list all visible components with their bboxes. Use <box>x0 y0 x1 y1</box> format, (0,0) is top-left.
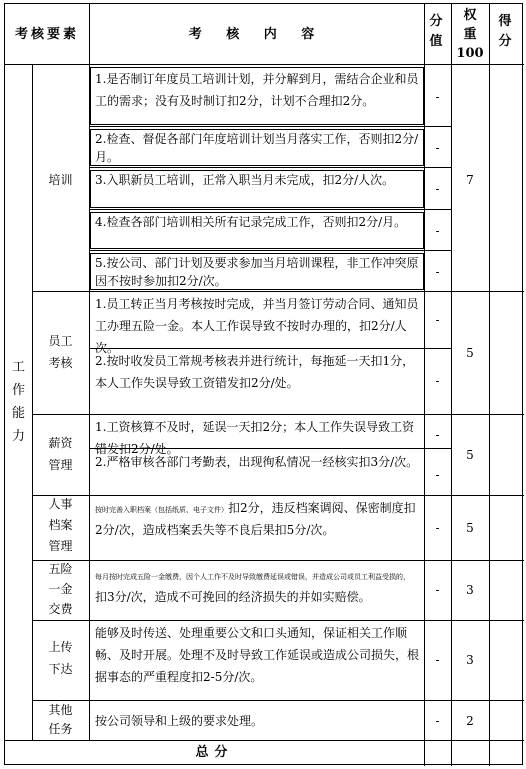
training-value-4: - <box>435 224 440 238</box>
other-bottom-line <box>5 740 524 741</box>
training-item-sep <box>89 250 451 251</box>
assessment-item-2: 2.按时收发员工常规考核表并进行统计，每拖延一天扣1分，本人工作失误导致工资错发扣2分/处。 <box>95 354 415 390</box>
assessment-value-2: - <box>435 374 440 388</box>
training-item-sep <box>89 209 451 210</box>
other-label: 其他 任务 <box>48 703 73 736</box>
training-label: 培训 <box>48 173 73 187</box>
archive-bottom-line <box>32 560 524 561</box>
assessment-table <box>4 3 523 765</box>
assessment-label: 员工 考核 <box>48 334 73 370</box>
insurance-small-text: 每月按时完成五险一金缴费，因个人工作不及时导致缴费延误或错误，并造成公司或员工利益受损的， <box>95 573 410 581</box>
training-bottom-line <box>32 291 424 292</box>
training-item-sep <box>89 167 451 168</box>
insurance-value: - <box>435 583 440 597</box>
training-item-2: 2.检查、督促各部门年度培训计划当月落实工作，否则扣2分/月。 <box>95 132 419 164</box>
archive-value: - <box>435 521 440 535</box>
insurance-weight: 3 <box>466 583 474 597</box>
insurance-text: 扣3分/次，造成不可挽回的经济损失的并如实赔偿。 <box>95 590 371 604</box>
category-label: 工 作 能 力 <box>11 360 25 444</box>
header-score: 得 分 <box>498 14 515 49</box>
salary-weight: 5 <box>466 448 474 462</box>
salary-value-2: - <box>435 468 440 482</box>
salary-label: 薪资 管理 <box>48 436 73 472</box>
header-bottom-line <box>5 64 524 65</box>
insurance-content <box>95 564 420 608</box>
training-weight: 7 <box>466 173 474 187</box>
training-value-5: - <box>435 265 440 279</box>
assessment-item-1: 1.员工转正当月考核按时完成，并当月签订劳动合同、通知员工办理五险一金。本人工作误导致不按时办理的，扣2分/人次。 <box>95 297 419 355</box>
assessment-bottom-line <box>32 414 524 415</box>
assessment-value-1: - <box>435 313 440 327</box>
salary-bottom-line <box>32 495 524 496</box>
training-item-4: 4.检查各部门培训相关所有记录完成工作，否则扣2分/月。 <box>95 215 407 229</box>
total-label: 总分 <box>195 745 234 760</box>
training-bottom-line-right <box>424 291 524 292</box>
insurance-bottom-line <box>32 620 524 621</box>
assessment-weight: 5 <box>466 346 474 360</box>
salary-item-1: 1.工资核算不及时，延误一天扣2分；本人工作失误导致工资错发扣2分/处。 <box>95 420 415 456</box>
communication-bottom-line <box>32 700 524 701</box>
training-item-5: 5.按公司、部门计划及要求参加当月培训课程，非工作冲突原因不按时参加扣2分/次。 <box>95 256 419 288</box>
other-text: 按公司领导和上级的要求处理。 <box>95 714 264 728</box>
training-value-2: - <box>435 141 440 155</box>
communication-value: - <box>435 653 440 667</box>
training-item-3: 3.入职新员工培训，正常入职当月未完成，扣2分/人次。 <box>95 173 395 187</box>
training-item-1: 1.是否制订年度员工培训计划，并分解到月，需结合企业和员工的需求；没有及时制订扣2分，计划不合理扣2分。 <box>95 72 419 108</box>
training-value-3: - <box>435 182 440 196</box>
archive-small-text: 按时完善入职档案（包括纸质、电子文件） <box>95 506 228 514</box>
archive-text: 扣2分，违反档案调阅、保密制度扣2分/次，造成档案丢失等不良后果扣5分/次。 <box>95 501 416 537</box>
header-weight: 权 重 100 <box>456 8 484 61</box>
salary-item-2: 2.严格审核各部门考勤表，出现徇私情况一经核实扣3分/次。 <box>95 455 419 469</box>
archive-label: 人事 档案 管理 <box>48 497 73 553</box>
salary-value-1: - <box>435 428 440 442</box>
archive-content <box>95 497 420 541</box>
header-score-value: 分 值 <box>429 14 446 49</box>
other-value: - <box>435 714 440 728</box>
communication-label: 上传 下达 <box>48 640 73 676</box>
header-content: 考 核 内 容 <box>188 27 325 42</box>
col-divider-score <box>489 4 490 766</box>
other-weight: 2 <box>466 714 474 728</box>
training-item-sep <box>89 126 451 127</box>
communication-text: 能够及时传送、处理重要公文和口头通知，保证相关工作顺畅、及时开展。处理不及时导致工作延误或造成公司损失，根据事态的严重程度扣2-5分/次。 <box>95 626 420 684</box>
header-elements: 考核要素 <box>14 27 79 42</box>
insurance-label: 五险 一金 交费 <box>48 562 73 616</box>
training-value-1: - <box>435 90 440 104</box>
communication-weight: 3 <box>466 653 474 667</box>
archive-weight: 5 <box>466 521 474 535</box>
